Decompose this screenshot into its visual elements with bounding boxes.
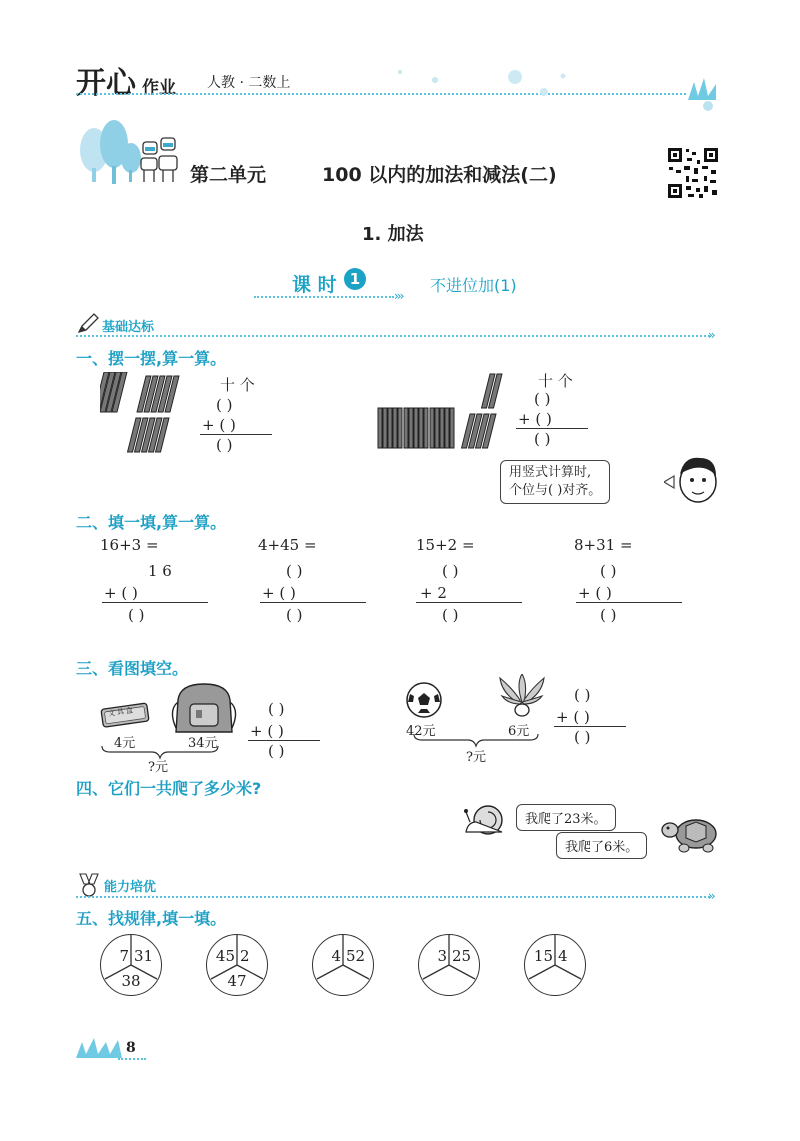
- q1-hint-line1: 用竖式计算时,: [509, 465, 592, 480]
- q2-expr: 8+31 =: [574, 536, 633, 554]
- circle-bottom-value[interactable]: 38: [121, 972, 141, 990]
- q1-right-blank-top: ( ): [534, 390, 551, 408]
- q2-mid: + ( ): [262, 584, 296, 602]
- circle-top-left-value: 45: [215, 947, 235, 965]
- q2-bot: ( ): [128, 606, 145, 624]
- turtle-icon: [660, 810, 722, 856]
- pattern-circle: [100, 934, 162, 996]
- q1-right-col-labels: 十 个: [538, 372, 573, 390]
- q1-hint-line2: 个位与( )对齐。: [509, 483, 602, 498]
- turtle-speech-bubble: [556, 832, 647, 859]
- sticks-bundle-right-icon: [374, 372, 514, 454]
- medal-icon: [76, 872, 102, 898]
- pattern-circle: [524, 934, 586, 996]
- q2-top: ( ): [442, 562, 459, 580]
- q3-left-price2: 34元: [188, 736, 218, 751]
- pattern-circle: [418, 934, 480, 996]
- q1-left-blank-mid: + ( ): [202, 416, 236, 434]
- brand-zuoye: 作业: [142, 78, 176, 98]
- q2-bot: ( ): [286, 606, 303, 624]
- giraffes-icon: [135, 128, 185, 186]
- bubbles-decoration: [380, 62, 720, 112]
- backpack-icon: [168, 680, 240, 736]
- circle-top-right-value: 25: [452, 947, 472, 965]
- basic-section-label: 基础达标: [102, 320, 155, 335]
- snail-speech-text: 我爬了23米。: [525, 812, 607, 827]
- unit-title: 100 以内的加法和减法(二): [322, 164, 557, 186]
- q2-line: [416, 602, 522, 603]
- brand-title: [76, 58, 176, 102]
- q3-left-sum-line: [248, 740, 320, 741]
- basic-arrow-icon: ››: [708, 328, 714, 342]
- q5-heading: 五、找规律,填一填。: [76, 909, 227, 928]
- circle-top-left-value: 4: [331, 947, 341, 965]
- q1-right-blank-bot: ( ): [534, 430, 551, 448]
- q2-line: [102, 602, 208, 603]
- q1-left-sum-line: [200, 434, 272, 435]
- pencil-box-text: 文具盒: [107, 706, 136, 718]
- ability-arrow-icon: ››: [708, 889, 714, 903]
- circle-bottom-value[interactable]: [525, 972, 585, 988]
- circle-top-right-value: 52: [346, 947, 366, 965]
- q2-mid: + ( ): [104, 584, 138, 602]
- page-number: 8: [126, 1040, 136, 1056]
- q1-right-sum-line: [516, 428, 588, 429]
- q3-heading: 三、看图填空。: [76, 659, 189, 678]
- q3-left-price1: 4元: [114, 736, 136, 751]
- unit-label: 第二单元: [190, 164, 267, 186]
- q2-heading: 二、填一填,算一算。: [76, 513, 227, 532]
- q3-right-price1: 42元: [406, 724, 436, 739]
- q3-left-blank-mid: + ( ): [250, 722, 284, 740]
- q3-right-blank-mid: + ( ): [556, 708, 590, 726]
- q1-hint-bubble: [500, 460, 610, 504]
- q1-left-blank-top: ( ): [216, 396, 233, 414]
- turtle-speech-text: 我爬了6米。: [565, 840, 639, 855]
- q3-right-blank-bot: ( ): [574, 728, 591, 746]
- q3-right-sum-line: [554, 726, 626, 727]
- shuttlecock-icon: [498, 674, 546, 720]
- q1-right-blank-mid: + ( ): [518, 410, 552, 428]
- q3-right-total: ?元: [466, 750, 486, 765]
- grass-icon: [686, 76, 726, 102]
- footer-divider: [118, 1058, 146, 1060]
- soccer-ball-icon: [404, 680, 444, 720]
- q2-mid: + 2: [420, 584, 447, 602]
- pattern-circle: [206, 934, 268, 996]
- q2-expr: 15+2 =: [416, 536, 475, 554]
- q3-left-blank-top: ( ): [268, 700, 285, 718]
- snail-speech-bubble: [516, 804, 616, 831]
- circle-top-left-value: 7: [119, 947, 129, 965]
- circle-top-left-value: 15: [533, 947, 553, 965]
- snail-icon: [462, 800, 506, 838]
- q1-left-blank-bot: ( ): [216, 436, 233, 454]
- pattern-circle: [312, 934, 374, 996]
- circle-top-right-value: 2: [240, 947, 250, 965]
- circle-top-right-value: 4: [558, 947, 568, 965]
- basic-divider: [76, 335, 710, 337]
- circle-top-left-value: 3: [437, 947, 447, 965]
- q2-line: [260, 602, 366, 603]
- q3-left-total: ?元: [148, 760, 168, 775]
- keshi-label: 课 时: [292, 274, 337, 296]
- q1-left-col-labels: 十 个: [220, 376, 255, 394]
- ability-divider: [76, 896, 710, 898]
- q2-top: ( ): [600, 562, 617, 580]
- q4-heading: 四、它们一共爬了多少米?: [76, 779, 262, 798]
- q3-right-blank-top: ( ): [574, 686, 591, 704]
- q3-right-price2: 6元: [508, 724, 530, 739]
- pencil-icon: [76, 312, 100, 336]
- lesson-topic: 不进位加(1): [430, 276, 517, 295]
- q1-heading: 一、摆一摆,算一算。: [76, 349, 227, 368]
- q2-top: 1 6: [148, 562, 172, 580]
- q2-mid: + ( ): [578, 584, 612, 602]
- circle-bottom-value[interactable]: [419, 972, 479, 988]
- q2-bot: ( ): [442, 606, 459, 624]
- q2-top: ( ): [286, 562, 303, 580]
- keshi-number: [344, 268, 366, 290]
- circle-bottom-value[interactable]: [313, 972, 373, 988]
- qr-code-icon[interactable]: [666, 146, 720, 200]
- keshi-arrow-icon: ›››: [394, 289, 403, 303]
- q2-bot: ( ): [600, 606, 617, 624]
- q2-expr: 16+3 =: [100, 536, 159, 554]
- sticks-bundle-icon: [100, 372, 190, 454]
- q2-expr: 4+45 =: [258, 536, 317, 554]
- lesson-title: 1. 加法: [362, 224, 424, 245]
- header-subtitle: 人教 · 二数上: [207, 75, 291, 91]
- keshi-number-text: 1: [349, 270, 361, 288]
- boy-face-icon: [664, 452, 720, 508]
- q3-left-blank-bot: ( ): [268, 742, 285, 760]
- ability-section-label: 能力培优: [104, 880, 157, 895]
- circle-top-right-value: 31: [134, 947, 154, 965]
- q2-line: [576, 602, 682, 603]
- keshi-underline: [254, 296, 394, 298]
- brand-kaixin: 开心: [76, 66, 136, 101]
- circle-bottom-value[interactable]: 47: [227, 972, 247, 990]
